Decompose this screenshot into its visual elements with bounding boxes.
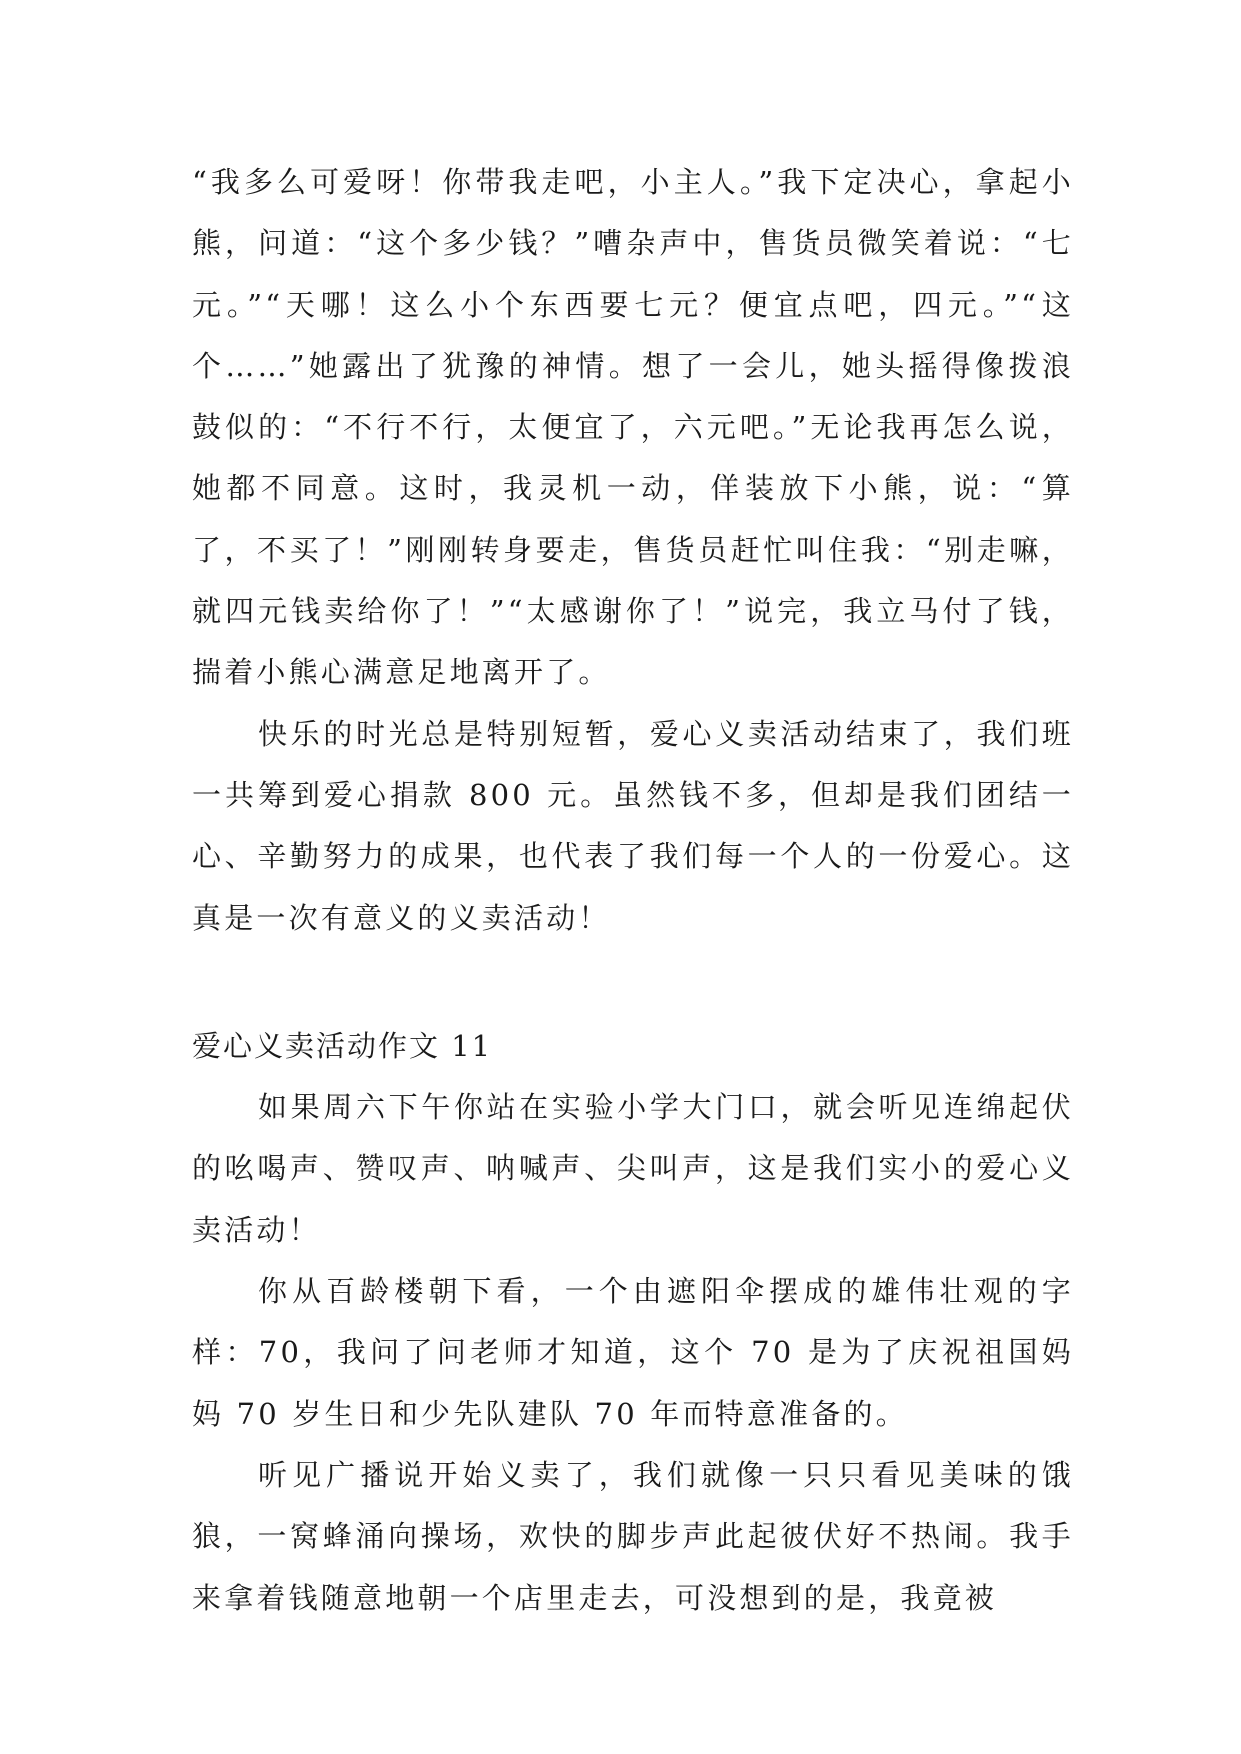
paragraph-intro: 如果周六下午你站在实验小学大门口，就会听见连绵起伏的吆喝声、赞叹声、呐喊声、尖叫声，这是我们实小的爱心义卖活动！ xyxy=(192,1090,1074,1247)
paragraph-sale-start: 听见广播说开始义卖了，我们就像一只只看见美味的饿狼，一窝蜂涌向操场，欢快的脚步声此起彼伏好不热闹。我手来拿着钱随意地朝一个店里走去，可没想到的是，我竟被 xyxy=(192,1457,1074,1615)
paragraph-umbrella-70: 你从百龄楼朝下看，一个由遮阳伞摆成的雄伟壮观的字样：70，我问了问老师才知道，这个 70 是为了庆祝祖国妈妈 70 岁生日和少先队建队 70 年而特意准备的。 xyxy=(192,1274,1074,1431)
paragraph-conclusion: 快乐的时光总是特别短暂，爱心义卖活动结束了，我们班一共筹到爱心捐款 800 元。虽然钱不多，但却是我们团结一心、辛勤努力的成果，也代表了我们每一个人的一份爱心。这真是一次有意义的义卖活动！ xyxy=(192,716,1074,935)
paragraph-bargain-story: “我多么可爱呀！你带我走吧，小主人。”我下定决心，拿起小熊，问道：“这个多少钱？”嘈杂声中，售货员微笑着说：“七元。”“天哪！这么小个东西要七元？便宜点吧，四元。”“这个……”她露出了犹豫的神情。想了一会儿，她头摇得像拨浪鼓似的：“不行不行，太便宜了，六元吧。”无论我再怎么说，她都不同意。这时，我灵机一动，佯装放下小熊，说：“算了，不买了！”刚刚转身要走，售货员赶忙叫住我：“别走嘛，就四元钱卖给你了！”“太感谢你了！”说完，我立马付了钱，揣着小熊心满意足地离开了。 xyxy=(192,165,1074,690)
essay-heading: 爱心义卖活动作文 11 xyxy=(192,1028,493,1063)
document-page xyxy=(192,152,1074,1629)
